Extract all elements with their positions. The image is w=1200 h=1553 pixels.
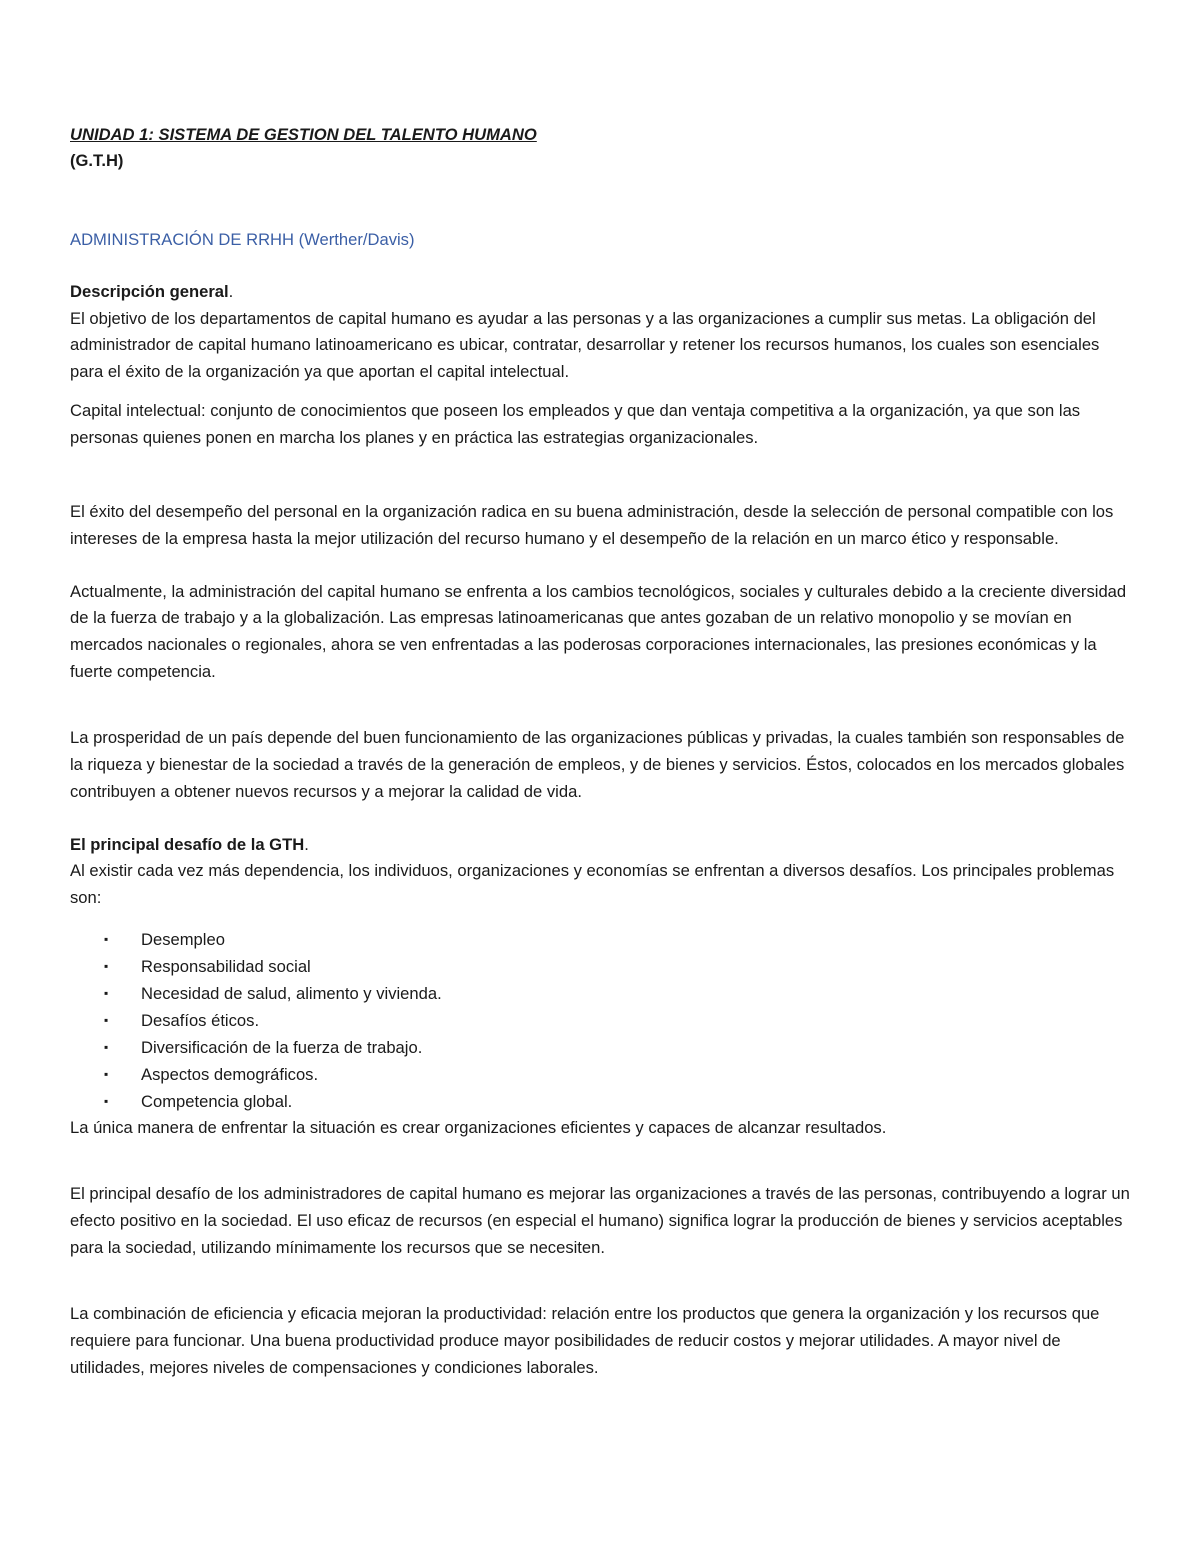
- list-item: [70, 1007, 1130, 1034]
- paragraph-intellectual-capital: Capital intelectual: conjunto de conocimientos que poseen los empleados y que dan ventaja competitiva a la organización, ya que son las personas quienes ponen en marcha los planes y en práctica las estrategias organizacionales.: [70, 400, 1081, 447]
- paragraph-dependency: Al existir cada vez más dependencia, los individuos, organizaciones y economías se enfrentan a diversos desafíos. Los principales problemas son:: [70, 861, 1115, 907]
- list-item: [70, 1061, 1130, 1088]
- general-heading-line: [70, 279, 1130, 306]
- section-heading: ADMINISTRACIÓN DE RRHH (Werther/Davis): [70, 230, 415, 249]
- document-page: [70, 122, 1130, 1382]
- list-item-text: Desempleo: [141, 929, 225, 949]
- paragraph-main-challenge: El principal desafío de los administradores de capital humano es mejorar las organizaciones a través de las personas, contribuyendo a lograr un efecto positivo en la sociedad. El uso eficaz de recursos (en especial el humano) significa lograr la producción de bienes y servicios aceptables para la sociedad, utilizando mínimamente los recursos que se necesiten.: [70, 1184, 1130, 1257]
- list-item-text: Competencia global.: [141, 1091, 293, 1111]
- list-item: [70, 1088, 1130, 1115]
- challenge-heading: El principal desafío de la GTH: [70, 834, 305, 854]
- challenge-heading-line: [70, 832, 1130, 859]
- paragraph-only-way: La única manera de enfrentar la situación es crear organizaciones eficientes y capaces de alcanzar resultados.: [70, 1117, 887, 1137]
- paragraph-success: El éxito del desempeño del personal en la organización radica en su buena administración, desde la selección de personal compatible con los intereses de la empresa hasta la mejor utilización del recurso humano y el desempeño de la relación en un marco ético y responsable.: [70, 502, 1114, 548]
- bullet-icon: ▪: [104, 931, 109, 946]
- bullet-icon: ▪: [104, 1066, 109, 1081]
- list-item-text: Diversificación de la fuerza de trabajo.: [141, 1037, 423, 1057]
- list-item-text: Desafíos éticos.: [141, 1010, 260, 1030]
- bullet-icon: ▪: [104, 985, 109, 1000]
- challenges-list: [70, 926, 1130, 1115]
- list-item-text: Responsabilidad social: [141, 956, 311, 976]
- list-item: [70, 980, 1130, 1007]
- challenge-heading-suffix: .: [304, 834, 309, 854]
- list-item: [70, 926, 1130, 953]
- unit-subtitle: (G.T.H): [70, 151, 124, 170]
- paragraph-current-state: Actualmente, la administración del capital humano se enfrenta a los cambios tecnológicos, sociales y culturales debido a la creciente diversidad de la fuerza de trabajo y a la globalización. Las empresas latinoamericanas que antes gozaban de un relativo monopolio y se movían en mercados nacionales o regionales, ahora se ven enfrentadas a las poderosas corporaciones internacionales, las presiones económicas y la fuerte competencia.: [70, 581, 1127, 681]
- list-item-text: Aspectos demográficos.: [141, 1064, 319, 1084]
- general-heading-suffix: .: [228, 282, 234, 301]
- bullet-icon: ▪: [104, 1093, 109, 1108]
- list-item-text: Necesidad de salud, alimento y vivienda.: [141, 983, 442, 1003]
- list-item: [70, 1034, 1130, 1061]
- paragraph-productivity: La combinación de eficiencia y eficacia mejoran la productividad: relación entre los productos que genera la organización y los recursos que requiere para funcionar. Una buena productividad produce mayor posibilidades de reducir costos y mejorar utilidades. A mayor nivel de utilidades, mejores niveles de compensaciones y condiciones laborales.: [70, 1304, 1100, 1377]
- paragraph-prosperity: La prosperidad de un país depende del buen funcionamiento de las organizaciones públicas y privadas, la cuales también son responsables de la riqueza y bienestar de la sociedad a través de la generación de empleos, y de bienes y servicios. Éstos, colocados en los mercados globales contribuyen a obtener nuevos recursos y a mejorar la calidad de vida.: [70, 728, 1125, 801]
- bullet-icon: ▪: [104, 1039, 109, 1054]
- list-item: [70, 953, 1130, 980]
- general-heading: Descripción general: [70, 282, 229, 301]
- unit-title: UNIDAD 1: SISTEMA DE GESTION DEL TALENTO HUMANO: [70, 125, 537, 144]
- bullet-icon: ▪: [104, 958, 109, 973]
- paragraph-objective: El objetivo de los departamentos de capital humano es ayudar a las personas y a las organizaciones a cumplir sus metas. La obligación del administrador de capital humano latinoamericano es ubicar, contratar, desarrollar y retener los recursos humanos, los cuales son esenciales para el éxito de la organización ya que aportan el capital intelectual.: [70, 308, 1100, 382]
- bullet-icon: ▪: [104, 1012, 109, 1027]
